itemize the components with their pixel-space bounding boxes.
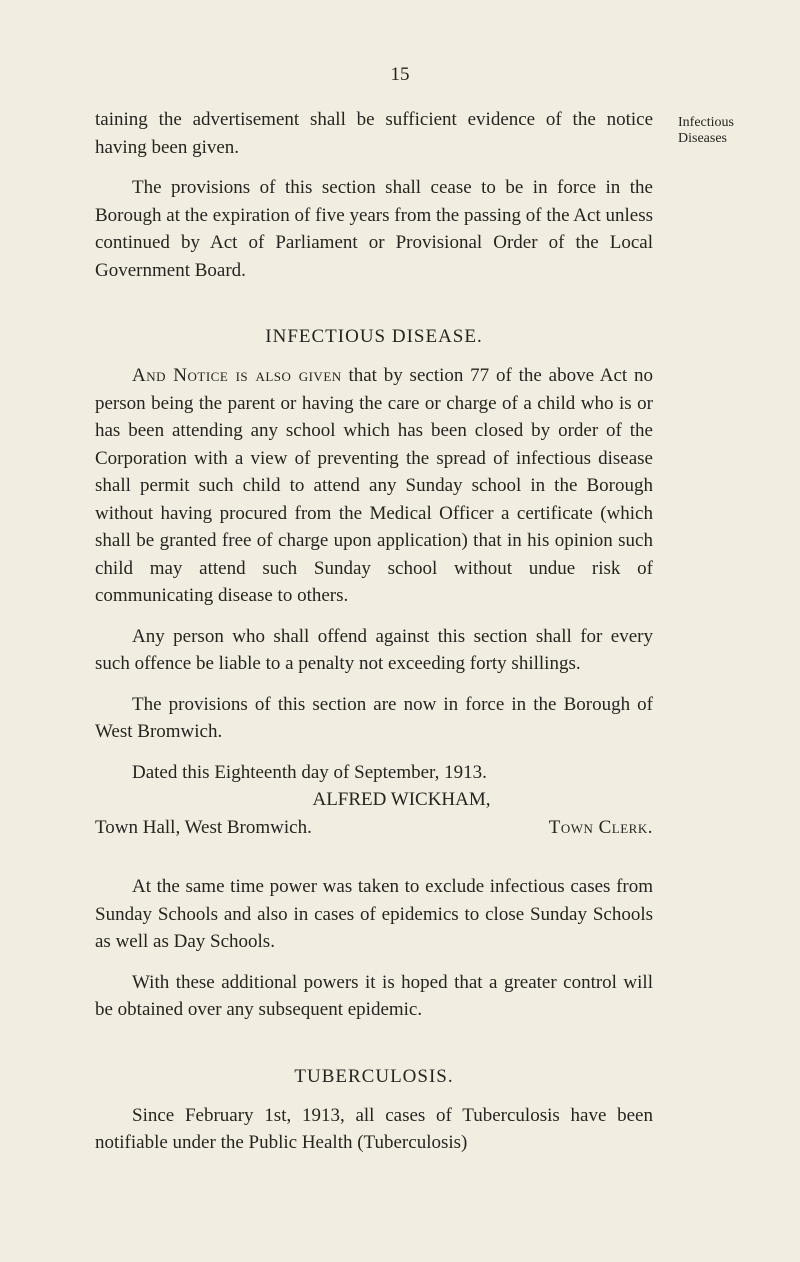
margin-note xyxy=(678,115,793,147)
paragraph-provisions-expiry: The provisions of this section shall cease to be in force in the Borough at the expiration of five years from the passing of the Act unless continued by Act of Parliament or Provisional Order of the Local Government Board. xyxy=(95,177,653,281)
paragraph-in-force: The provisions of this section are now in force in the Borough of West Bromwich. xyxy=(95,693,653,742)
signature-title: Town Clerk. xyxy=(548,816,653,838)
heading-infectious-disease: INFECTIOUS DISEASE. xyxy=(265,326,483,347)
paragraph-sunday-schools: At the same time power was taken to exclude infectious cases from Sunday Schools and also in cases of epidemics to close Sunday Schools as well as Day Schools. xyxy=(95,876,653,952)
paragraph-dated: Dated this Eighteenth day of September, 1913. xyxy=(132,761,487,783)
margin-note-line-2: Diseases xyxy=(678,131,727,146)
signature-name: ALFRED WICKHAM, xyxy=(312,789,491,810)
paragraph-continuation: taining the advertisement shall be sufficient evidence of the notice having been given. xyxy=(95,109,653,158)
signature-line xyxy=(95,814,653,842)
page-body xyxy=(95,106,653,1157)
page-number: 15 xyxy=(390,64,410,85)
paragraph-penalty: Any person who shall offend against this section shall for every such offence be liable to a penalty not exceeding forty shillings. xyxy=(95,625,653,674)
signature-place: Town Hall, West Bromwich. xyxy=(95,816,312,838)
heading-tuberculosis: TUBERCULOSIS. xyxy=(294,1065,454,1087)
notice-body: that by section 77 of the above Act no person being the parent or having the care or charge of a child who is or has been attending any school which has been closed by order of the Corporation with a view of preventing the spread of infectious disease shall permit such child to attend any Sunday school in the Borough without having procured from the Medical Officer a certificate (which shall be granted free of charge upon application) that in his opinion such child may attend such Sunday school without undue risk of communicating disease to others. xyxy=(95,365,653,606)
paragraph-tuberculosis: Since February 1st, 1913, all cases of Tuberculosis have been notifiable under the Public Health (Tuberculosis) xyxy=(95,1104,653,1153)
paragraph-notice-section-77 xyxy=(95,362,653,610)
paragraph-additional-powers: With these additional powers it is hoped that a greater control will be obtained over any subsequent epidemic. xyxy=(95,971,653,1020)
margin-note-line-1: Infectious xyxy=(678,115,734,130)
notice-lead-in: And Notice is also given xyxy=(132,365,342,386)
